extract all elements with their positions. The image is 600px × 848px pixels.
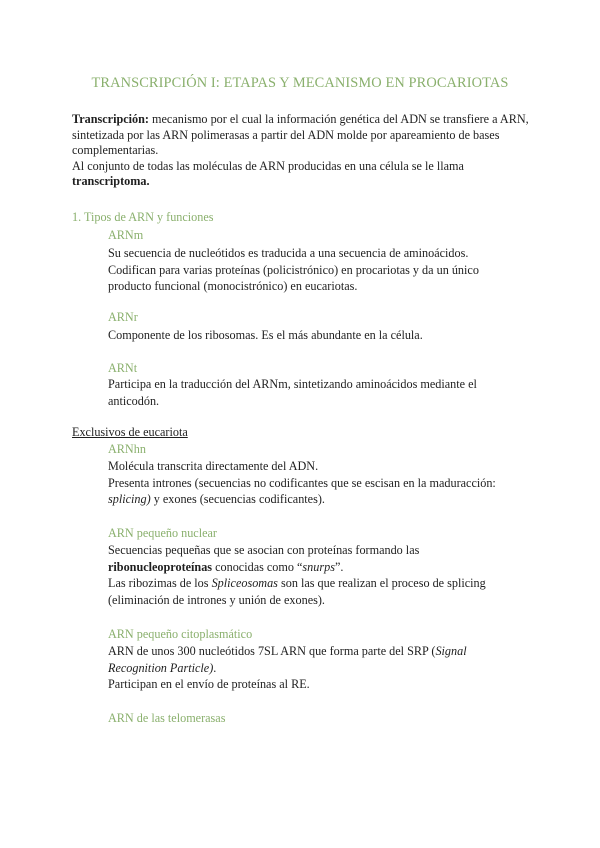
intro-def-1: mecanismo por el cual la información genética del ADN se transfiere a ARN,	[148, 112, 529, 126]
eukaryote-heading: Exclusivos de eucariota	[72, 425, 188, 439]
arnhn-line-3-rest: y exones (secuencias codificantes).	[150, 492, 325, 507]
subheading-arnr: ARNr	[108, 310, 138, 324]
arnhn-line-1: Molécula transcrita directamente del ADN.	[108, 459, 319, 473]
intro-line-5	[72, 174, 542, 190]
term-transcriptoma: transcriptoma.	[72, 174, 150, 189]
subheading-arnhn: ARNhn	[108, 442, 146, 456]
snrna-line-2-mid: conocidas como “	[212, 559, 303, 574]
intro-line-1	[72, 112, 542, 128]
snrna-paragraph	[108, 542, 528, 608]
snrna-line-2	[108, 559, 528, 576]
scrna-line-1-pre: ARN de unos 300 nucleótidos 7SL ARN que forma parte del SRP (	[108, 644, 436, 658]
scrna-line-2-end: .	[213, 660, 217, 675]
spliceosomas-italic: Spliceosomas	[211, 576, 278, 591]
scrna-line-2	[108, 660, 528, 677]
arnt-line-2: anticodón.	[108, 393, 160, 408]
snurps-italic: snurps	[302, 559, 335, 574]
intro-line-3: complementarias.	[72, 143, 159, 158]
intro-paragraph	[72, 112, 542, 190]
snrna-line-3	[108, 575, 528, 592]
arnhn-line-2: Presenta intrones (secuencias no codificantes que se escisan en la maduracción:	[108, 475, 496, 490]
arnm-line-3: producto funcional (monocistrónico) en eucariotas.	[108, 279, 358, 294]
subheading-telomerase: ARN de las telomerasas	[108, 711, 226, 725]
arnm-line-1: Su secuencia de nucleótidos es traducida a una secuencia de aminoácidos.	[108, 246, 469, 260]
intro-line-2: sintetizada por las ARN polimerasas a partir del ADN molde por apareamiento de bases	[72, 127, 500, 142]
scrna-line-1	[108, 643, 528, 660]
snrna-line-1: Secuencias pequeñas que se asocian con proteínas formando las	[108, 543, 420, 557]
splicing-italic: splicing)	[108, 492, 151, 507]
snrna-line-4: (eliminación de intrones y unión de exones).	[108, 592, 325, 607]
page-title: TRANSCRIPCIÓN I: ETAPAS Y MECANISMO EN PROCARIOTAS	[91, 75, 509, 91]
scrna-line-3: Participan en el envío de proteínas al RE.	[108, 677, 310, 692]
ribonucleoproteinas-bold: ribonucleoproteínas	[108, 559, 213, 574]
snrna-line-3-pre: Las ribozimas de los	[108, 576, 212, 591]
intro-line-4: Al conjunto de todas las moléculas de ARN producidas en una célula se le llama	[72, 158, 464, 173]
arnr-line-1: Componente de los ribosomas. Es el más abundante en la célula.	[108, 328, 423, 342]
snrna-line-3-post: son las que realizan el proceso de splicing	[277, 576, 486, 591]
arnt-line-1: Participa en la traducción del ARNm, sintetizando aminoácidos mediante el	[108, 377, 477, 391]
recognition-particle-italic: Recognition Particle)	[108, 660, 214, 675]
arnt-paragraph	[108, 376, 528, 409]
arnm-paragraph	[108, 245, 528, 295]
arnr-paragraph	[108, 327, 528, 344]
term-transcripcion: Transcripción:	[72, 112, 149, 126]
arnhn-line-3	[108, 491, 548, 508]
subheading-arnm: ARNm	[108, 228, 144, 242]
subheading-scrna: ARN pequeño citoplasmático	[108, 627, 253, 641]
subheading-arnt: ARNt	[108, 361, 138, 375]
scrna-paragraph	[108, 643, 528, 693]
section-heading-tipos: 1. Tipos de ARN y funciones	[72, 210, 214, 224]
signal-italic: Signal	[435, 644, 467, 658]
arnhn-paragraph	[108, 458, 548, 508]
snrna-line-2-end: ”.	[334, 559, 344, 574]
subheading-snrna: ARN pequeño nuclear	[108, 526, 217, 540]
arnm-line-2: Codifican para varias proteínas (policistrónico) en procariotas y da un único	[108, 262, 479, 277]
